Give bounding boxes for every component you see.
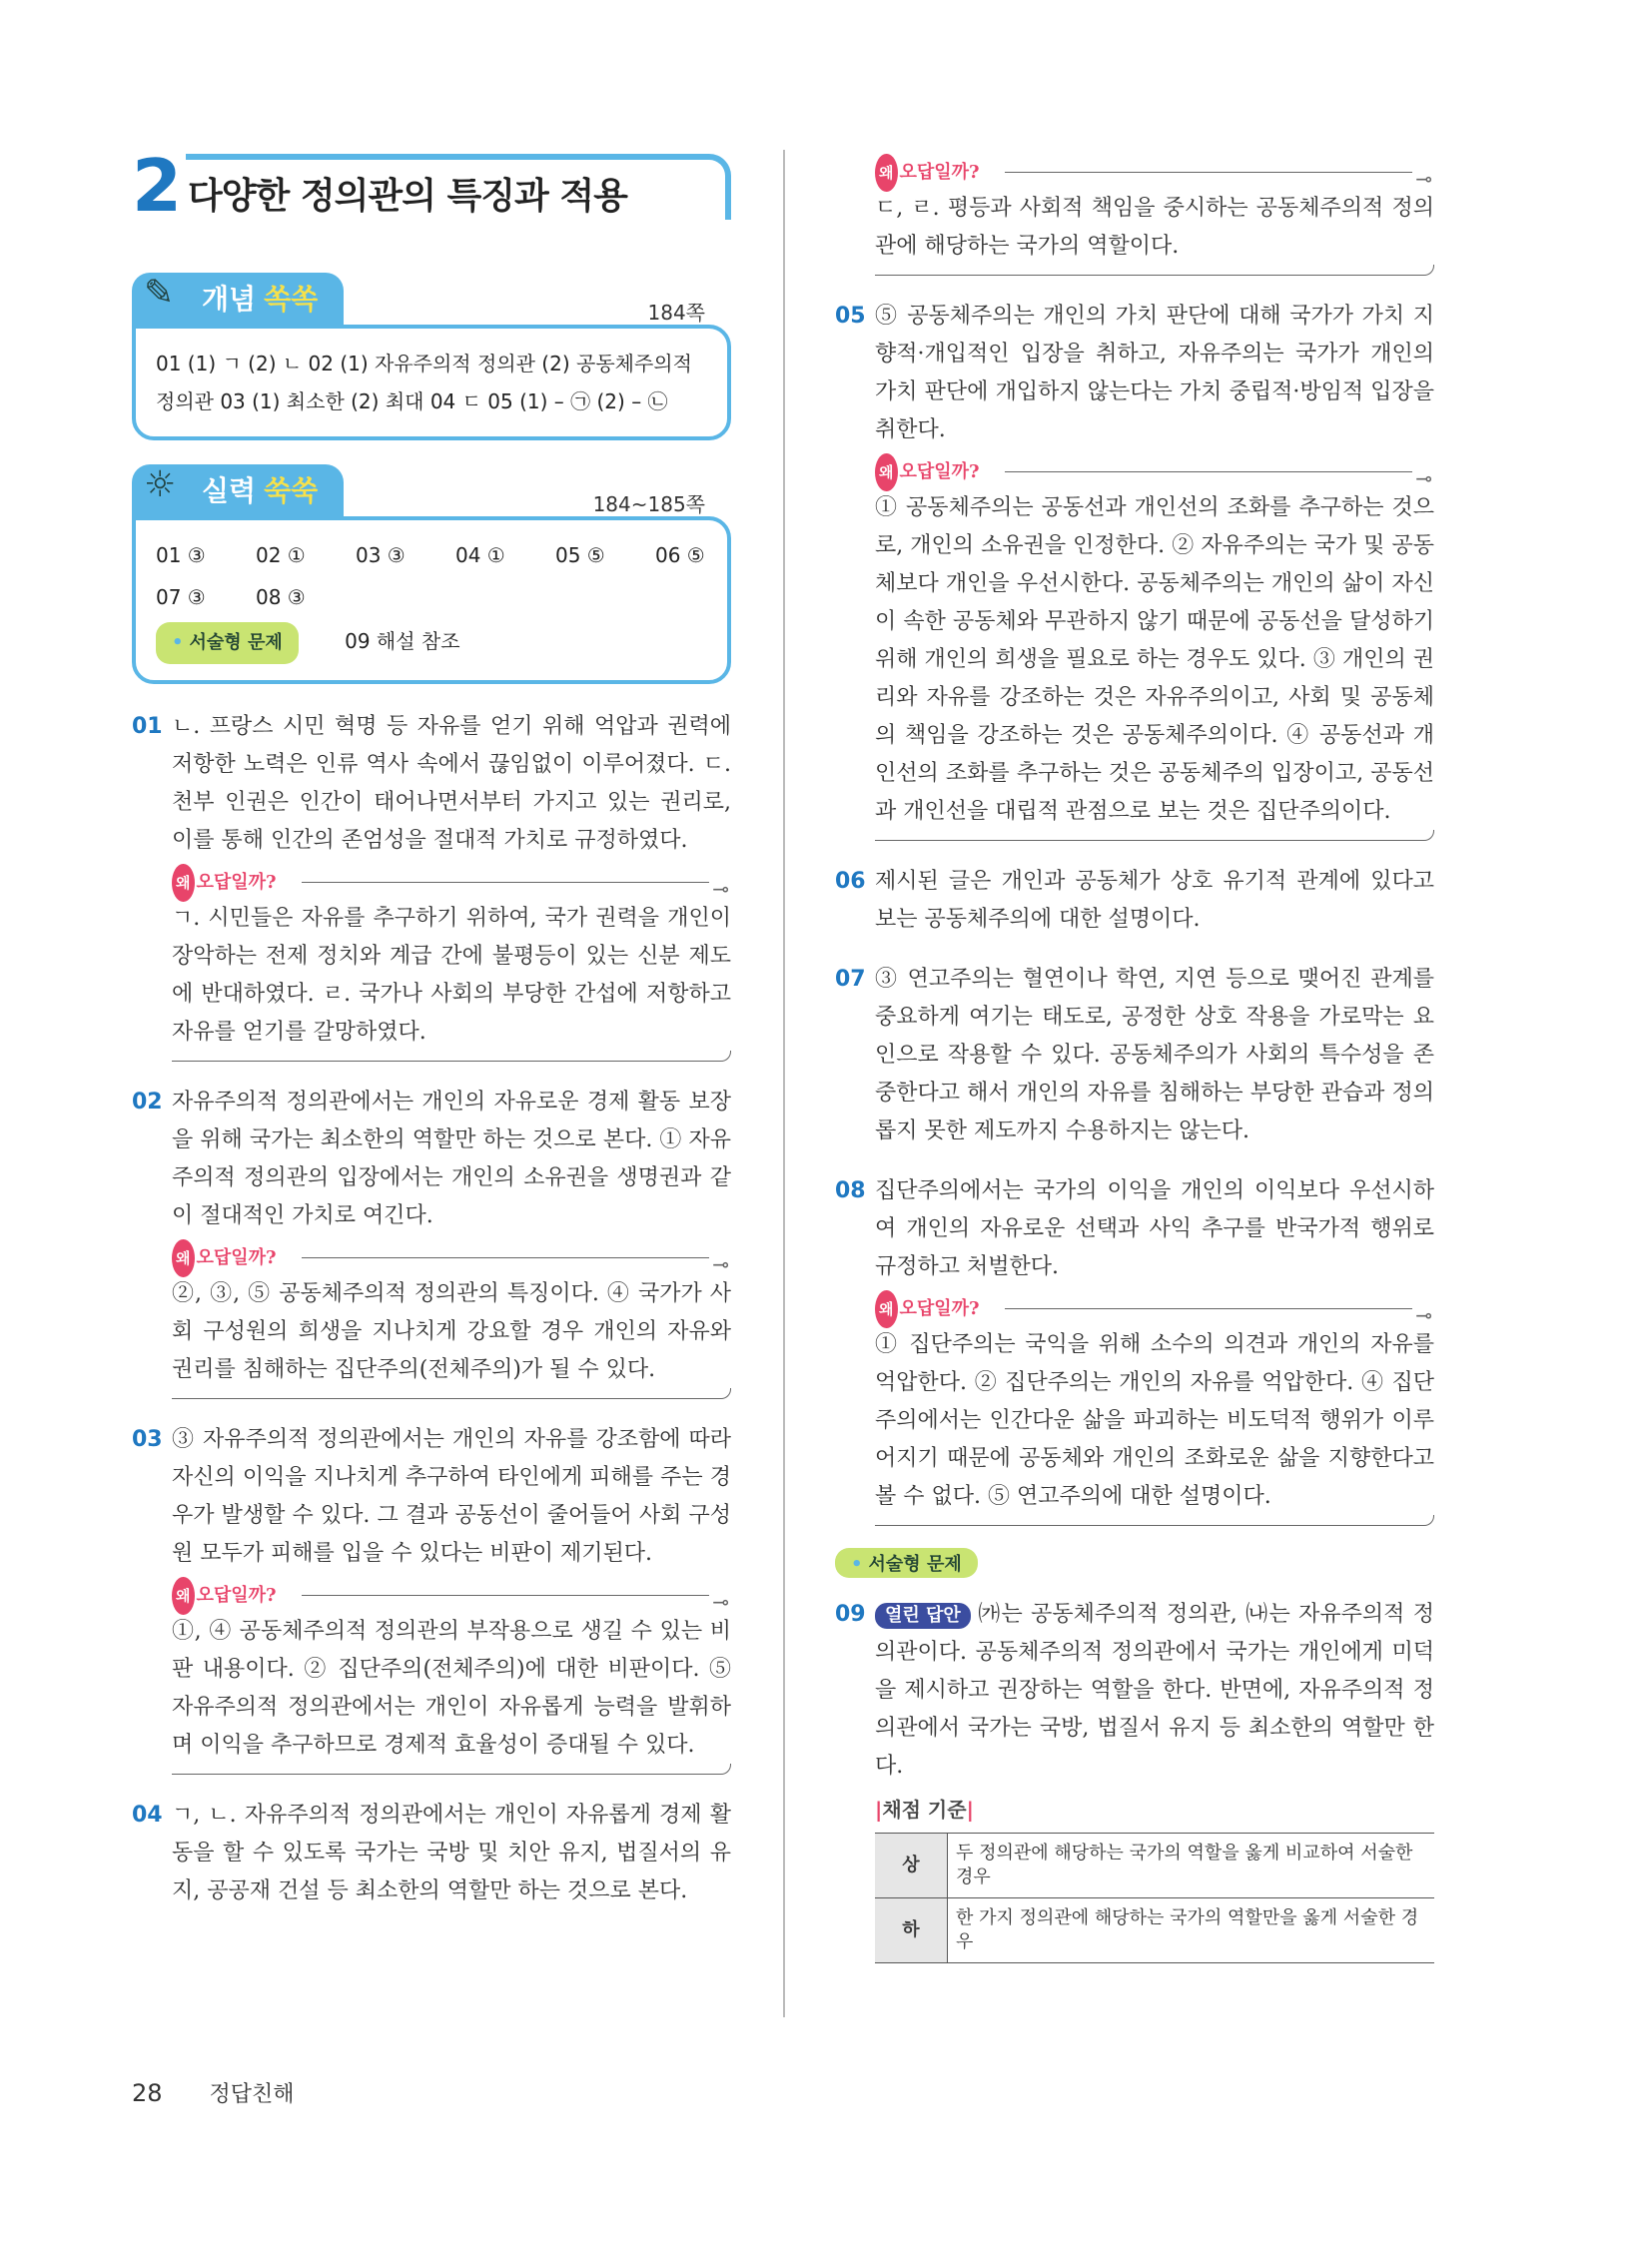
why-wrong-header (875, 1290, 1434, 1327)
answer-explanation-03 (132, 1421, 731, 1775)
hook-icon: ⊸ (712, 1590, 729, 1614)
why-wrong-text: ① 공동체주의는 공동선과 개인선의 조화를 추구하는 것으로, 개인의 소유권을 인정한다. ② 자유주의는 국가 및 공동체보다 개인을 우선시한다. 공동체주의는 개인의 삶이 자신이 속한 공동체와 무관하지 않기 때문에 공동선을 달성하기 위해 개인의 희생을 필요로 하는 경우도 있다. ③ 개인의 권리와 자유를 강조하는 것은 자유주의이고, 사회 및 공동체의 책임을 강조하는 것은 공동체주의이다. ④ 공동선과 개인선의 조화를 추구하는 것은 공동체주의 입장이고, 공동선과 개인선을 대립적 관점으로 보는 것은 집단주의이다. (875, 489, 1434, 841)
why-wrong-label: 왜 오답일까? (875, 1290, 980, 1328)
essay-answer: 09 해설 참조 (345, 629, 460, 653)
answer-explanation-04 (132, 1797, 731, 1910)
skill-page-ref: 184~185쪽 (592, 492, 705, 516)
explanation-text: ⑤ 공동체주의는 개인의 가치 판단에 대해 국가가 가치 지향적·개입적인 입장을 취하고, 자유주의는 국가가 개인의 가치 판단에 개입하지 않는다는 가치 중립적·방임적 입장을 취한다. (875, 304, 1434, 442)
why-wrong-text: ①, ④ 공동체주의적 정의관의 부작용으로 생길 수 있는 비판 내용이다. ② 집단주의(전체주의)에 대한 비판이다. ⑤ 자유주의적 정의관에서는 개인이 자유롭게 능력을 발휘하며 이익을 추구하므로 경제적 효율성이 증대될 수 있다. (172, 1613, 731, 1775)
answer-item: 04 ① (455, 543, 505, 567)
concept-tab-label: 개념 (202, 283, 257, 316)
question-number: 05 (835, 304, 866, 329)
skill-box (132, 464, 731, 684)
explanation-text: ③ 자유주의적 정의관에서는 개인의 자유를 강조함에 따라 자신의 이익을 지나치게 추구하여 타인에게 피해를 주는 경우가 발생할 수 있다. 그 결과 공동선이 줄어들어 사회 구성원 모두가 피해를 입을 수 있다는 비판이 제기된다. (172, 1427, 731, 1566)
why-wrong-header (875, 453, 1434, 490)
criteria-table (875, 1833, 1434, 1963)
answer-item: 01 ③ (156, 543, 206, 567)
why-wrong-label: 왜 오답일까? (875, 453, 980, 491)
answer-explanation-05 (835, 298, 1434, 841)
explanation-text: ㄱ, ㄴ. 자유주의적 정의관에서는 개인이 자유롭게 경제 활동을 할 수 있도록 국가는 국방 및 치안 유지, 법질서의 유지, 공공재 건설 등 최소한의 역할만 하는 것으로 본다. (172, 1803, 731, 1903)
why-wrong-text: ㄷ, ㄹ. 평등과 사회적 책임을 중시하는 공동체주의적 정의관에 해당하는 국가의 역할이다. (875, 190, 1434, 276)
question-number: 02 (132, 1090, 163, 1115)
question-number: 06 (835, 869, 866, 894)
criteria-title: |채점 기준| (875, 1798, 974, 1822)
explanation-text: 열린 답안 ㈎는 공동체주의적 정의관, ㈏는 자유주의적 정의관이다. 공동체주의적 정의관에서 국가는 개인에게 미덕을 제시하고 권장하는 역할을 한다. 반면에, 자유주의적 정의관에서 국가는 국방, 법질서 유지 등 최소한의 역할만 한다. (875, 1602, 1434, 1779)
answer-explanation-07 (835, 961, 1434, 1150)
explanation-text: 제시된 글은 개인과 공동체가 상호 유기적 관계에 있다고 보는 공동체주의에 대한 설명이다. (875, 869, 1434, 932)
criteria-desc: 두 정의관에 해당하는 국가의 역할을 옳게 비교하여 서술한 경우 (948, 1834, 1435, 1898)
right-column (835, 150, 1434, 1963)
section-title: 다양한 정의관의 특징과 적용 (188, 176, 627, 217)
criteria-desc: 한 가지 정의관에 해당하는 국가의 역할만을 옳게 서술한 경우 (948, 1898, 1435, 1963)
section-number: 2 (132, 144, 183, 228)
why-wrong-text: ① 집단주의는 국익을 위해 소수의 의견과 개인의 자유를 억압한다. ② 집단주의는 개인의 자유를 억압한다. ④ 집단주의에서는 인간다운 삶을 파괴하는 비도덕적 행위가 이루어지기 때문에 공동체와 개인의 조화로운 삶을 지향한다고 볼 수 없다. ⑤ 연고주의에 대한 설명이다. (875, 1326, 1434, 1526)
answer-explanation-04-why (835, 154, 1434, 276)
concept-tab (132, 273, 344, 325)
answer-item: 05 ⑤ (555, 543, 605, 567)
concept-body (132, 325, 731, 440)
criteria-level: 상 (875, 1834, 948, 1898)
open-answer-badge: 열린 답안 (875, 1603, 971, 1629)
skill-tab-label: 실력 (202, 474, 257, 507)
why-wrong-header (172, 1239, 731, 1276)
question-number: 01 (132, 714, 163, 739)
why-wrong-header (172, 864, 731, 901)
concept-page-ref: 184쪽 (647, 301, 705, 325)
answer-item: 02 ① (256, 543, 306, 567)
explanation-text: ③ 연고주의는 혈연이나 학연, 지연 등으로 맺어진 관계를 중요하게 여기는 태도로, 공정한 상호 작용을 가로막는 요인으로 작용할 수 있다. 공동체주의가 사회의 특수성을 존중한다고 해서 개인의 자유를 침해하는 부당한 관습과 정의롭지 못한 제도까지 수용하지는 않는다. (875, 967, 1434, 1143)
answer-explanation-06 (835, 863, 1434, 939)
essay-pill: • 서술형 문제 (156, 622, 299, 664)
answer-explanation-08 (835, 1172, 1434, 1526)
answer-item: 03 ③ (356, 543, 406, 567)
hook-icon: ⊸ (1415, 1303, 1432, 1327)
table-row (875, 1834, 1434, 1898)
why-wrong-header (875, 154, 1434, 191)
answer-item: 07 ③ (156, 585, 206, 609)
concept-box (132, 273, 731, 440)
why-wrong-header (172, 1577, 731, 1614)
skill-tab (132, 464, 344, 516)
hook-icon: ⊸ (712, 1252, 729, 1276)
mascot-icon: ✎ (144, 273, 175, 314)
answer-explanation-09 (835, 1596, 1434, 1786)
hook-icon: ⊸ (712, 877, 729, 901)
column-divider (783, 150, 785, 2017)
why-wrong-label: 왜 오답일까? (172, 1239, 277, 1277)
why-wrong-label: 왜 오답일까? (172, 864, 277, 902)
criteria-level: 하 (875, 1898, 948, 1963)
answer-explanation-02 (132, 1084, 731, 1399)
skill-body (132, 516, 731, 684)
explanation-text: 자유주의적 정의관에서는 개인의 자유로운 경제 활동 보장을 위해 국가는 최소한의 역할만 하는 것으로 본다. ① 자유주의적 정의관의 입장에서는 개인의 소유권을 생명권과 같이 절대적인 가치로 여긴다. (172, 1090, 731, 1228)
left-column (132, 144, 731, 1932)
section-header (132, 144, 731, 245)
hook-icon: ⊸ (1415, 167, 1432, 191)
answer-item: 08 ③ (256, 585, 306, 609)
question-number: 04 (132, 1803, 163, 1828)
question-number: 07 (835, 967, 866, 992)
why-wrong-text: ②, ③, ⑤ 공동체주의적 정의관의 특징이다. ④ 국가가 사회 구성원의 희생을 지나치게 강요할 경우 개인의 자유와 권리를 침해하는 집단주의(전체주의)가 될 수 있다. (172, 1275, 731, 1399)
footer-label: 정답친해 (209, 2082, 295, 2107)
answer-explanation-01 (132, 708, 731, 1062)
hook-icon: ⊸ (1415, 466, 1432, 490)
answer-grid (156, 536, 707, 616)
explanation-text: 집단주의에서는 국가의 이익을 개인의 이익보다 우선시하여 개인의 자유로운 선택과 사익 추구를 반국가적 행위로 규정하고 처벌한다. (875, 1178, 1434, 1279)
page-footer (132, 2077, 295, 2108)
why-wrong-text: ㄱ. 시민들은 자유를 추구하기 위하여, 국가 권력을 개인이 장악하는 전제 정치와 계급 간에 불평등이 있는 신분 제도에 반대하였다. ㄹ. 국가나 사회의 부당한 간섭에 저항하고 자유를 얻기를 갈망하였다. (172, 900, 731, 1062)
concept-line: 01 (1) ㄱ (2) ㄴ 02 (1) 자유주의적 정의관 (2) 공동체주의적 (156, 352, 692, 375)
answer-item: 06 ⑤ (655, 543, 705, 567)
why-wrong-label: 왜 오답일까? (172, 1577, 277, 1615)
page-number: 28 (132, 2079, 163, 2107)
question-number: 09 (835, 1602, 866, 1627)
skill-tab-label-accent: 쑥쑥 (264, 474, 319, 507)
essay-section-pill: • 서술형 문제 (835, 1548, 978, 1578)
table-row (875, 1898, 1434, 1963)
question-number: 03 (132, 1427, 163, 1452)
why-wrong-label: 왜 오답일까? (875, 154, 980, 192)
question-number: 08 (835, 1178, 866, 1203)
explanation-text: ㄴ. 프랑스 시민 혁명 등 자유를 얻기 위해 억압과 권력에 저항한 노력은 인류 역사 속에서 끊임없이 이루어졌다. ㄷ. 천부 인권은 인간이 태어나면서부터 가지고 있는 권리로, 이를 통해 인간의 존엄성을 절대적 가치로 규정하였다. (172, 714, 731, 853)
lightbulb-icon: ☼ (144, 464, 177, 505)
concept-tab-label-accent: 쏙쏙 (264, 283, 319, 316)
concept-line: 정의관 03 (1) 최소한 (2) 최대 04 ㄷ 05 (1) – ㉠ (2) – ㉡ (156, 389, 668, 413)
